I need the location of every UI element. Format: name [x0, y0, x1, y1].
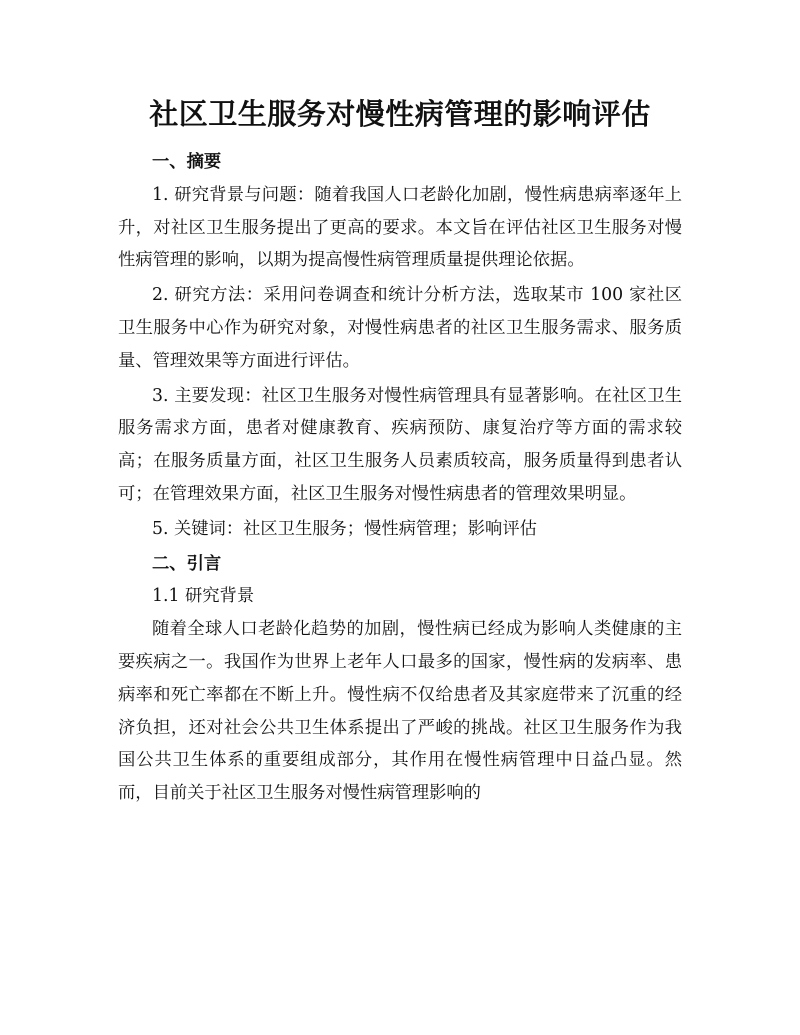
- document-title: 社区卫生服务对慢性病管理的影响评估: [149, 97, 651, 131]
- intro-subheading: 1.1 研究背景: [152, 586, 255, 607]
- intro-heading: 二、引言: [152, 553, 222, 574]
- abstract-item-methods: 2. 研究方法：采用问卷调查和统计分析方法，选取某市 100 家社区卫生服务中心作为研究对象，对慢性病患者的社区卫生服务需求、服务质量、管理效果等方面进行评估。: [118, 285, 682, 371]
- abstract-item-keywords: 5. 关键词：社区卫生服务；慢性病管理；影响评估: [152, 518, 537, 539]
- intro-paragraph: 随着全球人口老龄化趋势的加剧，慢性病已经成为影响人类健康的主要疾病之一。我国作为世界上老年人口最多的国家，慢性病的发病率、患病率和死亡率都在不断上升。慢性病不仅给患者及其家庭带来了沉重的经济负担，还对社会公共卫生体系提出了严峻的挑战。社区卫生服务作为我国公共卫生体系的重要组成部分，其作用在慢性病管理中日益凸显。然而，目前关于社区卫生服务对慢性病管理影响的: [118, 619, 682, 804]
- abstract-item-findings: 3. 主要发现：社区卫生服务对慢性病管理具有显著影响。在社区卫生服务需求方面，患者对健康教育、疾病预防、康复治疗等方面的需求较高；在服务质量方面，社区卫生服务人员素质较高，服务质量得到患者认可；在管理效果方面，社区卫生服务对慢性病患者的管理效果明显。: [118, 385, 682, 504]
- abstract-item-background: 1. 研究背景与问题：随着我国人口老龄化加剧，慢性病患病率逐年上升，对社区卫生服务提出了更高的要求。本文旨在评估社区卫生服务对慢性病管理的影响，以期为提高慢性病管理质量提供理论依据。: [118, 184, 682, 271]
- abstract-heading: 一、摘要: [152, 152, 222, 172]
